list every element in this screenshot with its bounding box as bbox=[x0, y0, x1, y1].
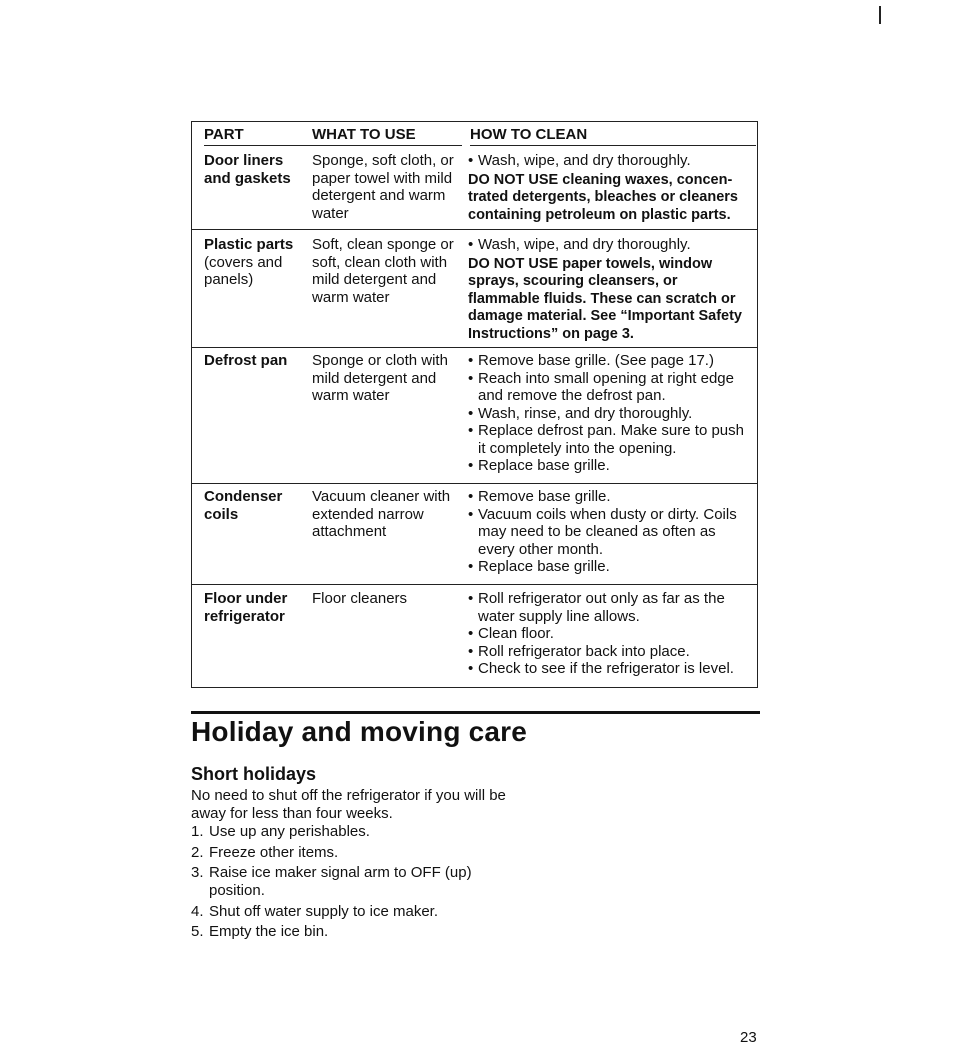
list-item: • Replace defrost pan. Make sure to push it completely into the opening. bbox=[468, 422, 753, 457]
table-row bbox=[192, 484, 757, 585]
list-item: • Replace base grille. bbox=[468, 457, 753, 475]
list-item: • Vacuum coils when dusty or dirty. Coils may need to be cleaned as often as every other month. bbox=[468, 506, 753, 559]
table-row bbox=[192, 146, 757, 230]
part-name: Plastic parts bbox=[204, 236, 294, 253]
how-to-clean bbox=[462, 236, 757, 347]
list-item: • Roll refrigerator back into place. bbox=[468, 643, 753, 661]
list-item bbox=[191, 864, 491, 900]
list-item bbox=[191, 823, 491, 841]
section-title: Holiday and moving care bbox=[191, 716, 528, 747]
what-to-use: Soft, clean sponge or soft, clean cloth with mild detergent and warm water bbox=[312, 236, 454, 306]
list-item: • Remove base grille. bbox=[468, 488, 753, 506]
list-item: • Wash, wipe, and dry thoroughly. bbox=[468, 236, 753, 254]
step-number: 5. bbox=[191, 923, 204, 940]
step-number: 4. bbox=[191, 902, 204, 920]
table-header bbox=[192, 122, 757, 146]
what-to-use: Sponge or cloth with mild detergent and warm water bbox=[312, 352, 448, 404]
step-text: Raise ice maker signal arm to OFF (up) position. bbox=[209, 864, 472, 899]
list-item: • Check to see if the refrigerator is level. bbox=[468, 660, 753, 678]
intro-paragraph: No need to shut off the refrigerator if you will be away for less than four weeks. bbox=[191, 787, 506, 822]
warning-text: DO NOT USE paper towels, window sprays, scouring cleansers, or flammable fluids. These can scratch or damage material. See “Important Safety Instructions” on page 3. bbox=[468, 255, 742, 342]
how-to-clean bbox=[462, 488, 757, 584]
what-to-use: Sponge, soft cloth, or paper towel with mild detergent and warm water bbox=[312, 152, 454, 222]
subsection-title: Short holidays bbox=[191, 764, 317, 784]
step-text: Use up any perishables. bbox=[209, 823, 370, 840]
list-item: • Remove base grille. (See page 17.) bbox=[468, 352, 753, 370]
list-item bbox=[191, 844, 491, 862]
table-row bbox=[192, 585, 757, 687]
steps-list bbox=[191, 823, 491, 944]
table-row bbox=[192, 230, 757, 348]
page-edge-mark bbox=[879, 6, 881, 24]
step-number: 3. bbox=[191, 864, 204, 881]
part-name: Defrost pan bbox=[204, 352, 288, 369]
warning-text: DO NOT USE cleaning waxes, concen- trated detergents, bleaches or cleaners containing petroleum on plastic parts. bbox=[468, 171, 738, 223]
cleaning-table bbox=[191, 121, 758, 688]
how-to-clean bbox=[462, 352, 757, 483]
header-what-to-use: WHAT TO USE bbox=[302, 126, 462, 146]
part-note: (covers and panels) bbox=[204, 253, 283, 288]
part-cell bbox=[192, 236, 300, 347]
table-row bbox=[192, 348, 757, 484]
what-to-use: Vacuum cleaner with extended narrow attachment bbox=[312, 488, 451, 540]
step-text: Shut off water supply to ice maker. bbox=[209, 902, 439, 920]
step-text: Empty the ice bin. bbox=[209, 923, 329, 940]
list-item: • Reach into small opening at right edge and remove the defrost pan. bbox=[468, 370, 753, 405]
list-item: • Wash, wipe, and dry thoroughly. bbox=[468, 152, 753, 170]
step-number: 2. bbox=[191, 843, 204, 861]
part-name: Door liners and gaskets bbox=[204, 152, 291, 187]
list-item bbox=[191, 923, 491, 941]
part-name: Floor under refrigerator bbox=[204, 590, 288, 625]
part-name: Condenser coils bbox=[204, 488, 283, 523]
step-number: 1. bbox=[191, 823, 204, 840]
list-item bbox=[191, 903, 491, 921]
how-to-clean bbox=[462, 590, 757, 687]
list-item: • Wash, rinse, and dry thoroughly. bbox=[468, 405, 753, 423]
list-item: • Replace base grille. bbox=[468, 558, 753, 576]
header-how-to-clean: HOW TO CLEAN bbox=[470, 126, 756, 146]
step-text: Freeze other items. bbox=[209, 843, 339, 861]
list-item: • Clean floor. bbox=[468, 625, 753, 643]
page-number: 23 bbox=[740, 1029, 757, 1046]
header-part: PART bbox=[204, 126, 302, 146]
list-item: • Roll refrigerator out only as far as the water supply line allows. bbox=[468, 590, 753, 625]
how-to-clean bbox=[462, 152, 757, 229]
what-to-use: Floor cleaners bbox=[312, 590, 408, 607]
